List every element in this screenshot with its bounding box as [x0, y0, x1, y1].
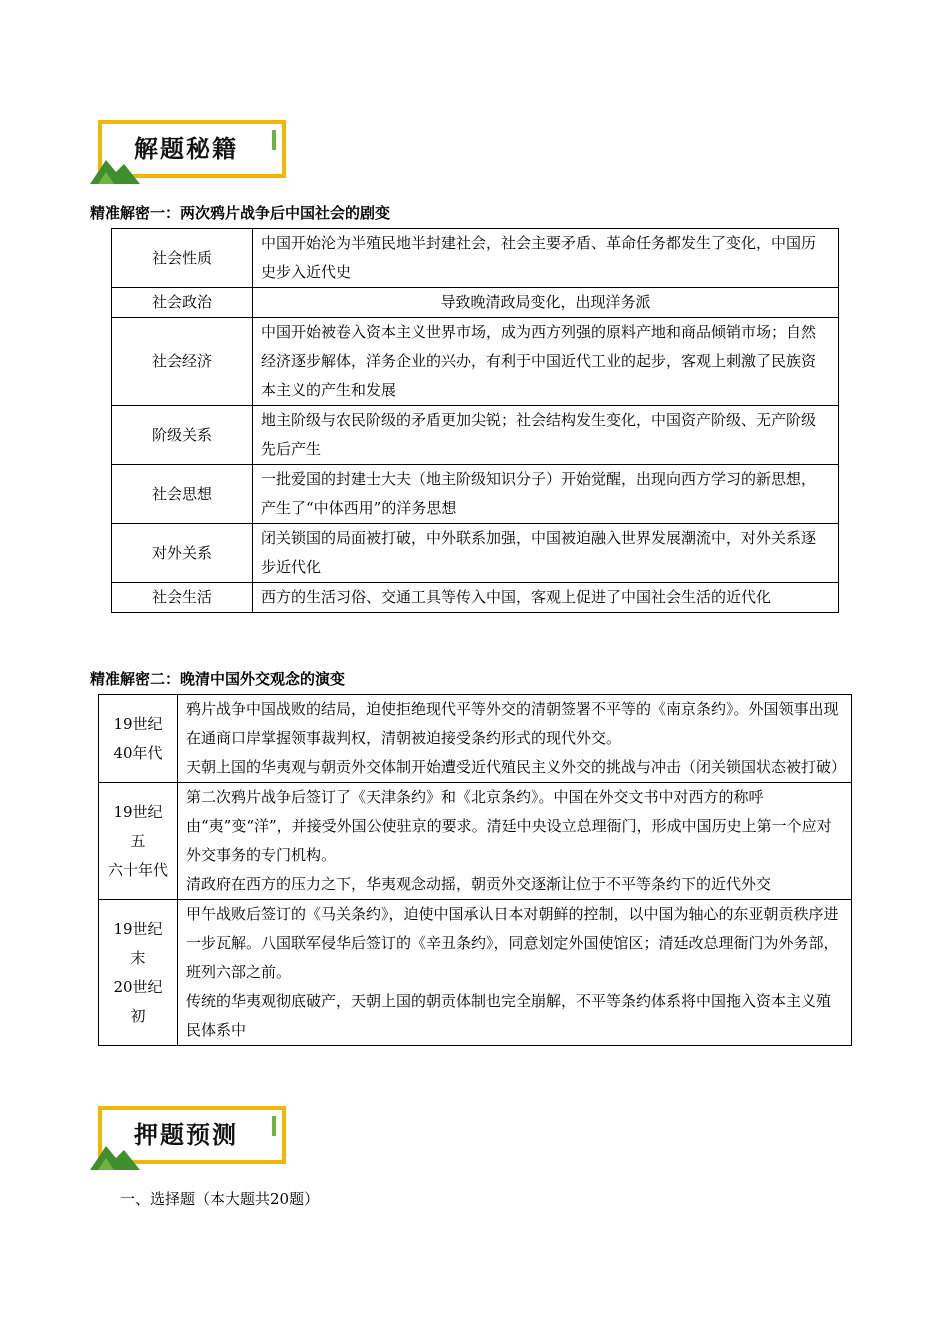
period-label-line: 初 [130, 1006, 146, 1025]
period-label-line: 19世纪 [113, 919, 163, 938]
period-label [99, 783, 178, 900]
table-row [112, 465, 839, 524]
section1-heading: 精准解密一：两次鸦片战争后中国社会的剧变 [90, 204, 391, 222]
table-row [112, 524, 839, 583]
row-label: 对外关系 [112, 524, 253, 583]
content-paragraph: 清政府在西方的压力之下，华夷观念动摇，朝贡外交逐渐让位于不平等条约下的近代外交 [186, 875, 772, 893]
period-content [178, 695, 852, 783]
badge-title: 解题秘籍 [134, 135, 238, 163]
period-label-line: 六十年代 [107, 860, 168, 879]
diplomacy-evolution-table [98, 694, 852, 1046]
period-label-line: 19世纪 [113, 714, 163, 733]
table-row [99, 695, 852, 783]
content-paragraph: 鸦片战争中国战败的结局，迫使拒绝现代平等外交的清朝签署不平等的《南京条约》。外国领事出现在通商口岸掌握领事裁判权，清朝被迫接受条约形式的现代外交。 [186, 700, 839, 747]
row-label: 社会生活 [112, 583, 253, 613]
mountain-icon [90, 152, 140, 184]
table-row [112, 229, 839, 288]
row-content: 导致晚清政局变化，出现洋务派 [253, 288, 839, 318]
table-row [112, 288, 839, 318]
section2-heading: 精准解密二：晚清中国外交观念的演变 [90, 670, 346, 688]
row-content: 中国开始沦为半殖民地半封建社会，社会主要矛盾、革命任务都发生了变化，中国历史步入近代史 [253, 229, 839, 288]
section-badge-1 [90, 120, 300, 190]
society-change-table [111, 228, 839, 613]
row-content: 闭关锁国的局面被打破，中外联系加强，中国被迫融入世界发展潮流中，对外关系逐步近代化 [253, 524, 839, 583]
period-content [178, 900, 852, 1046]
row-label: 社会思想 [112, 465, 253, 524]
period-label [99, 900, 178, 1046]
content-paragraph: 天朝上国的华夷观与朝贡外交体制开始遭受近代殖民主义外交的挑战与冲击（闭关锁国状态被打破） [186, 758, 847, 776]
period-label-line: 20世纪 [113, 977, 163, 996]
badge-title: 押题预测 [134, 1121, 238, 1149]
period-label [99, 695, 178, 783]
period-content [178, 783, 852, 900]
row-label: 社会性质 [112, 229, 253, 288]
period-label-line: 末 [130, 948, 146, 967]
table-row [99, 900, 852, 1046]
row-label: 阶级关系 [112, 406, 253, 465]
period-label-line: 40年代 [113, 743, 163, 762]
content-paragraph: 传统的华夷观彻底破产，天朝上国的朝贡体制也完全崩解，不平等条约体系将中国拖入资本主义殖民体系中 [186, 992, 832, 1039]
row-content: 中国开始被卷入资本主义世界市场，成为西方列强的原料产地和商品倾销市场；自然经济逐步解体，洋务企业的兴办，有利于中国近代工业的起步，客观上刺激了民族资本主义的产生和发展 [253, 318, 839, 406]
row-content: 一批爱国的封建士大夫（地主阶级知识分子）开始觉醒，出现向西方学习的新思想，产生了“中体西用”的洋务思想 [253, 465, 839, 524]
row-content: 地主阶级与农民阶级的矛盾更加尖锐；社会结构发生变化，中国资产阶级、无产阶级先后产生 [253, 406, 839, 465]
table-row [112, 583, 839, 613]
table-row [112, 406, 839, 465]
content-paragraph: 第二次鸦片战争后签订了《天津条约》和《北京条约》。中国在外交文书中对西方的称呼由“夷”变“洋”，并接受外国公使驻京的要求。清廷中央设立总理衙门，形成中国历史上第一个应对外交事务的专门机构。 [186, 788, 832, 864]
row-label: 社会经济 [112, 318, 253, 406]
period-label-line: 五 [130, 831, 146, 850]
section-badge-2 [90, 1106, 300, 1176]
content-paragraph: 甲午战败后签订的《马关条约》，迫使中国承认日本对朝鲜的控制，以中国为轴心的东亚朝贡秩序进一步瓦解。八国联军侵华后签订的《辛丑条约》，同意划定外国使馆区；清廷改总理衙门为外务部，班列六部之前。 [186, 905, 839, 981]
table-row [112, 318, 839, 406]
period-label-line: 19世纪 [113, 802, 163, 821]
row-label: 社会政治 [112, 288, 253, 318]
row-content: 西方的生活习俗、交通工具等传入中国，客观上促进了中国社会生活的近代化 [253, 583, 839, 613]
table-row [99, 783, 852, 900]
mountain-icon [90, 1138, 140, 1170]
question-section-title: 一、选择题（本大题共20题） [120, 1190, 320, 1208]
